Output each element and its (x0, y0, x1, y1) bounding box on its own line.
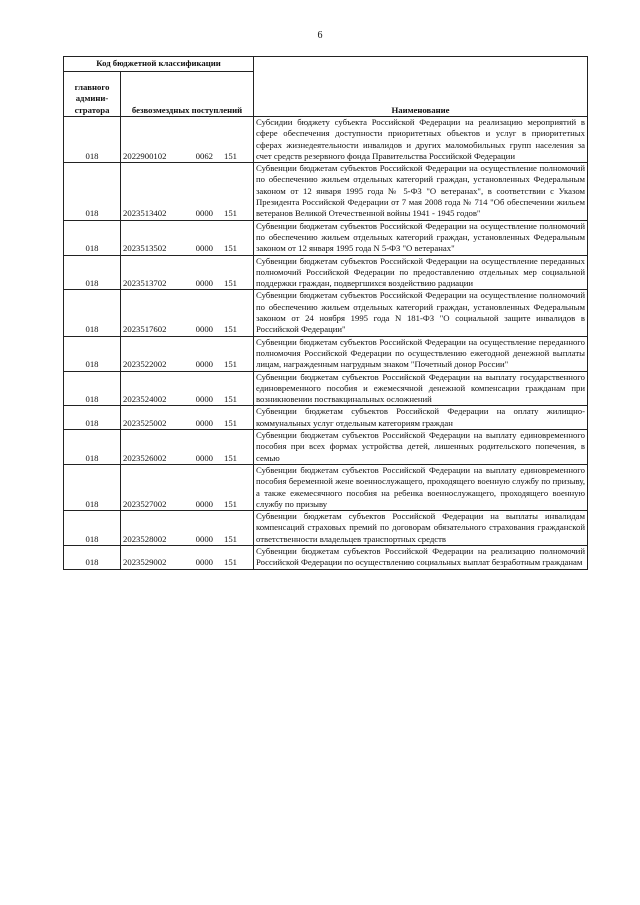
revenue-name: Субвенции бюджетам субъектов Российской Федерации на осуществление переданного полномочия Российской Федерации по осуществлению ежегодной денежной выплаты лицам, награжденным нагрудным знаком "Почетный донор России" (254, 336, 588, 371)
table-row (64, 464, 588, 510)
revenue-code-kind: 151 (223, 359, 237, 370)
revenue-name: Субвенции бюджетам субъектов Российской Федерации на осуществление переданных полномочий Российской Федерации по предоставлению отдельных мер социальной поддержки граждан, подвергшихся воздействию радиации (254, 255, 588, 290)
table-row (64, 545, 588, 569)
revenue-name: Субвенции бюджетам субъектов Российской Федерации на выплату государственного единовременного пособия и ежемесячной денежной компенсации гражданам при возникновении поствакцинальных осложнений (254, 371, 588, 406)
admin-code: 018 (64, 220, 121, 255)
revenue-code-program: 0000 (195, 278, 213, 289)
admin-code: 018 (64, 117, 121, 163)
revenue-code-program: 0000 (195, 243, 213, 254)
revenue-code (121, 406, 254, 430)
table-row (64, 511, 588, 546)
revenue-code (121, 336, 254, 371)
revenue-code-program: 0000 (195, 533, 213, 544)
revenue-name: Субвенции бюджетам субъектов Российской Федерации на выплату единовременного пособия беременной жене военнослужащего, проходящего военную службу по призыву, а также ежемесячного пособия на ребенка военнослужащего, проходящего военную службу по призыву (254, 464, 588, 510)
table-row (64, 255, 588, 290)
revenue-code-kind: 151 (223, 324, 237, 335)
revenue-code-main: 2023513702 (123, 278, 167, 289)
revenue-code-program: 0000 (195, 557, 213, 568)
admin-code: 018 (64, 290, 121, 336)
revenue-code-program: 0000 (195, 394, 213, 405)
admin-code: 018 (64, 545, 121, 569)
revenue-code-program: 0000 (195, 359, 213, 370)
revenue-code-main: 2023513402 (123, 208, 167, 219)
revenue-code-main: 2023528002 (123, 533, 167, 544)
header-budget-code: Код бюджетной классификации (64, 57, 254, 72)
revenue-code (121, 255, 254, 290)
table-row (64, 163, 588, 220)
revenue-code-program: 0000 (195, 208, 213, 219)
revenue-code-program: 0000 (195, 498, 213, 509)
admin-code: 018 (64, 336, 121, 371)
revenue-code (121, 545, 254, 569)
revenue-code (121, 430, 254, 465)
revenue-code (121, 371, 254, 406)
admin-code: 018 (64, 371, 121, 406)
revenue-name: Субвенции бюджетам субъектов Российской Федерации на осуществление полномочий по обеспечению жильем отдельных категорий граждан, установленных Федеральным законом от 12 января 1995 года № 5-ФЗ "О ветеранах", в соответствии с Указом Президента Российской Федерации от 7 мая 2008 года № 714 "Об обеспечении жильем ветеранов Великой Отечественной войны 1941 - 1945 годов" (254, 163, 588, 220)
admin-code: 018 (64, 430, 121, 465)
admin-code: 018 (64, 464, 121, 510)
revenue-code-main: 2023517602 (123, 324, 167, 335)
table-row (64, 406, 588, 430)
header-admin: главного админи-стратора (64, 72, 121, 117)
revenue-code-kind: 151 (223, 150, 237, 161)
revenue-code-kind: 151 (223, 417, 237, 428)
budget-classification-table (63, 56, 588, 570)
revenue-code-kind: 151 (223, 394, 237, 405)
table-row (64, 220, 588, 255)
header-name: Наименование (254, 57, 588, 117)
revenue-name: Субвенции бюджетам субъектов Российской Федерации на реализацию полномочий Российской Федерации по осуществлению социальных выплат безработным гражданам (254, 545, 588, 569)
revenue-code-program: 0062 (195, 150, 213, 161)
revenue-code-main: 2023513502 (123, 243, 167, 254)
revenue-name: Субвенции бюджетам субъектов Российской Федерации на выплату единовременного пособия при всех формах устройства детей, лишенных родительского попечения, в семью (254, 430, 588, 465)
revenue-code (121, 290, 254, 336)
revenue-code-kind: 151 (223, 498, 237, 509)
revenue-name: Субвенции бюджетам субъектов Российской Федерации на выплаты инвалидам компенсаций страховых премий по договорам обязательного страхования гражданской ответственности владельцев транспортных средств (254, 511, 588, 546)
revenue-code-kind: 151 (223, 452, 237, 463)
admin-code: 018 (64, 511, 121, 546)
revenue-code-kind: 151 (223, 278, 237, 289)
revenue-name: Субсидии бюджету субъекта Российской Федерации на реализацию мероприятий в сфере обеспечения доступности приоритетных объектов и услуг в приоритетных сферах жизнедеятельности инвалидов и других маломобильных групп населения за счет средств резервного фонда Правительства Российской Федерации (254, 117, 588, 163)
revenue-name: Субвенции бюджетам субъектов Российской Федерации на осуществление полномочий по обеспечению жильем отдельных категорий граждан, установленных Федеральным законом от 24 ноября 1995 года N 181-ФЗ "О социальной защите инвалидов в Российской Федерации" (254, 290, 588, 336)
revenue-code-main: 2023529002 (123, 557, 167, 568)
revenue-code-program: 0000 (195, 452, 213, 463)
revenue-code-main: 2023526002 (123, 452, 167, 463)
table-row (64, 290, 588, 336)
revenue-name: Субвенции бюджетам субъектов Российской Федерации на оплату жилищно-коммунальных услуг отдельным категориям граждан (254, 406, 588, 430)
admin-code: 018 (64, 163, 121, 220)
admin-code: 018 (64, 255, 121, 290)
revenue-code-main: 2023527002 (123, 498, 167, 509)
revenue-code-program: 0000 (195, 417, 213, 428)
revenue-code-kind: 151 (223, 533, 237, 544)
table-row (64, 117, 588, 163)
revenue-code-kind: 151 (223, 243, 237, 254)
page-number: 6 (317, 30, 323, 41)
revenue-code-main: 2023522002 (123, 359, 167, 370)
table-row (64, 371, 588, 406)
revenue-code-main: 2023524002 (123, 394, 167, 405)
revenue-code-kind: 151 (223, 208, 237, 219)
revenue-code (121, 464, 254, 510)
revenue-name: Субвенции бюджетам субъектов Российской Федерации на осуществление полномочий по обеспечению жильем отдельных категорий граждан, установленных Федеральным законом от 12 января 1995 года N 5-ФЗ "О ветеранах" (254, 220, 588, 255)
admin-code: 018 (64, 406, 121, 430)
revenue-code-kind: 151 (223, 557, 237, 568)
header-revenue: безвозмездных поступлений (121, 72, 254, 117)
revenue-code (121, 117, 254, 163)
revenue-code-main: 2022900102 (123, 150, 167, 161)
table-row (64, 430, 588, 465)
table-row (64, 336, 588, 371)
revenue-code-program: 0000 (195, 324, 213, 335)
revenue-code (121, 163, 254, 220)
revenue-code-main: 2023525002 (123, 417, 167, 428)
revenue-code (121, 220, 254, 255)
revenue-code (121, 511, 254, 546)
